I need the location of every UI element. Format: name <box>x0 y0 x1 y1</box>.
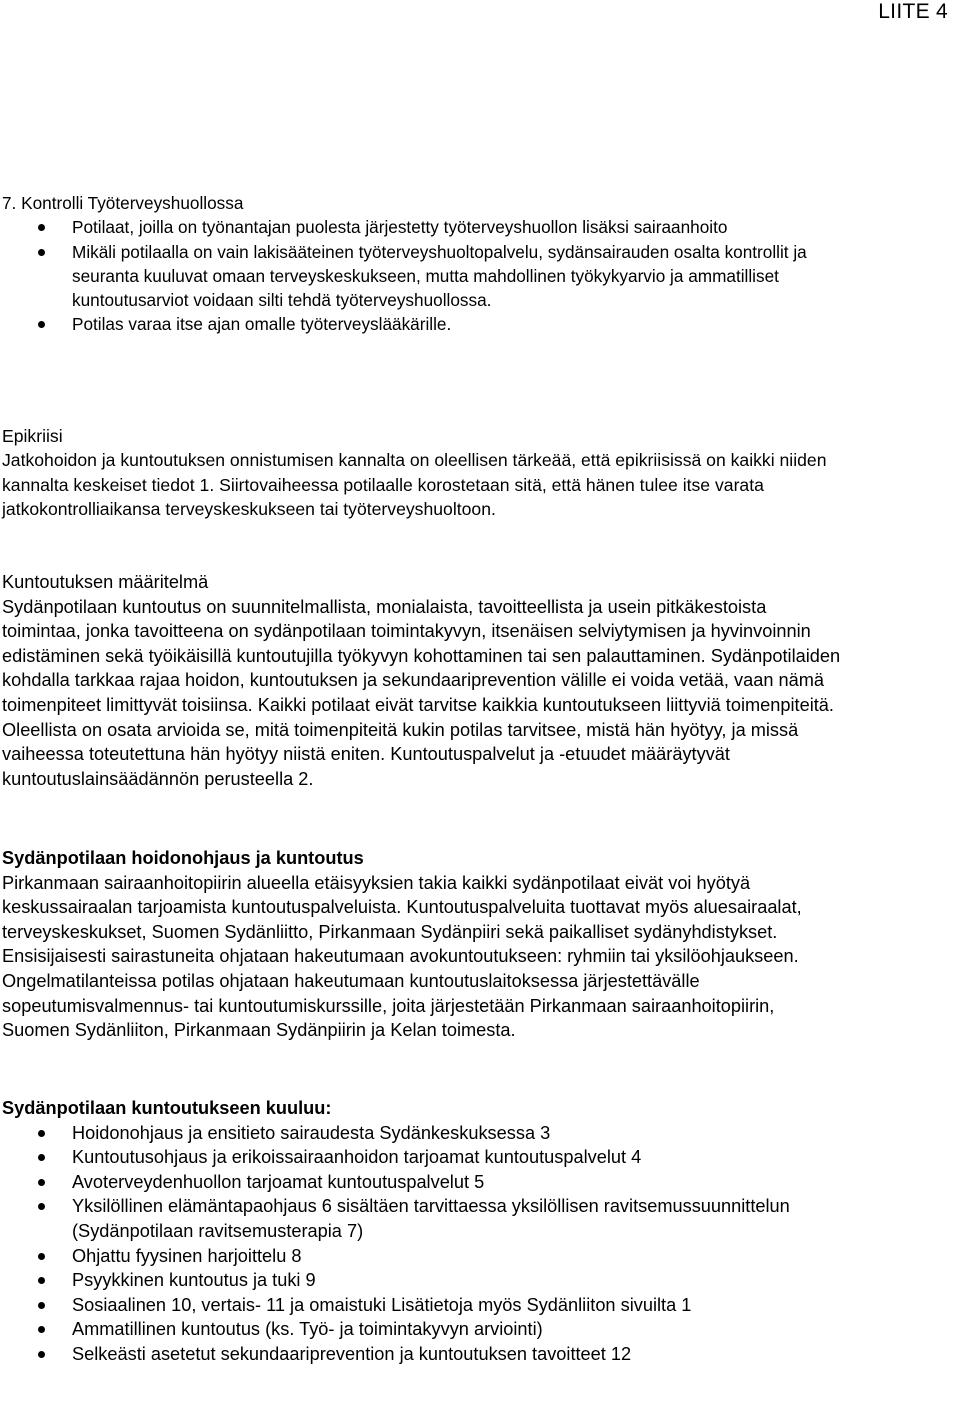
section-title: Kuntoutuksen määritelmä <box>2 572 209 592</box>
appendix-label: LIITE 4 <box>878 0 948 23</box>
list-item: Avoterveydenhuollon tarjoamat kuntoutuspalvelut 5 <box>0 1170 842 1195</box>
section-kuuluu <box>0 1096 960 1367</box>
list-item: Ammatillinen kuntoutus (ks. Työ- ja toimintakyvyn arviointi) <box>0 1317 842 1342</box>
bullet-list <box>0 1121 960 1367</box>
section-maaritelma <box>0 570 960 791</box>
list-item: Kuntoutusohjaus ja erikoissairaanhoidon tarjoamat kuntoutuspalvelut 4 <box>0 1145 842 1170</box>
list-item: Potilas varaa itse ajan omalle työterveyslääkärille. <box>0 312 842 336</box>
section-title: 7. Kontrolli Työterveyshuollossa <box>2 193 244 213</box>
bullet-list <box>0 215 960 336</box>
list-item: Yksilöllinen elämäntapaohjaus 6 sisältäen tarvittaessa yksilöllisen ravitsemussuunnittelun (Sydänpotilaan ravitsemusterapia 7) <box>0 1194 842 1243</box>
list-item: Potilaat, joilla on työnantajan puolesta järjestetty työterveyshuollon lisäksi sairaanhoito <box>0 215 842 239</box>
list-item: Hoidonohjaus ja ensitieto sairaudesta Sydänkeskuksessa 3 <box>0 1121 842 1146</box>
paragraph: Jatkohoidon ja kuntoutuksen onnistumisen kannalta on oleellisen tärkeää, että epikriisissä on kaikki niiden kannalta keskeiset tiedot 1. Siirtovaiheessa potilaalle korostetaan sitä, että hänen tulee itse varata jatkokontrolliaikansa terveyskeskukseen tai työterveyshuoltoon. <box>2 450 827 519</box>
section-kontrolli <box>0 191 960 337</box>
list-item: Psyykkinen kuntoutus ja tuki 9 <box>0 1268 842 1293</box>
list-item: Ohjattu fyysinen harjoittelu 8 <box>0 1244 842 1269</box>
section-heading: Sydänpotilaan hoidonohjaus ja kuntoutus <box>2 848 364 868</box>
paragraph: Sydänpotilaan kuntoutus on suunnitelmallista, monialaista, tavoitteellista ja usein pitkäkestoista toimintaa, jonka tavoitteena on sydänpotilaan toimintakyvyn, itsenäisen selviytymisen ja hyvinvoinnin edistäminen sekä työikäisillä kuntoutujilla työkyvyn kohottaminen tai sen palauttaminen. Sydänpotilaiden kohdalla tarkkaa rajaa hoidon, kuntoutuksen ja sekundaariprevention välille ei voida vetää, vaan nämä toimenpiteet limittyvät toisiinsa. Kaikki potilaat eivät tarvitse kaikkia kuntoutukseen liittyviä toimenpiteitä. Oleellista on osata arvioida se, mitä toimenpiteitä kukin potilas tarvitsee, mistä hän hyötyy, ja missä vaiheessa toteutettuna hän hyötyy niistä eniten. Kuntoutuspalvelut ja -etuudet määräytyvät kuntoutuslainsäädännön perusteella 2. <box>2 596 841 789</box>
section-hoidonohjaus <box>0 846 960 1043</box>
list-item: Sosiaalinen 10, vertais- 11 ja omaistuki Lisätietoja myös Sydänliiton sivuilta 1 <box>0 1293 842 1318</box>
paragraph: Pirkanmaan sairaanhoitopiirin alueella etäisyyksien takia kaikki sydänpotilaat eivät voi hyötyä keskussairaalan tarjoamista kuntoutuspalveluista. Kuntoutuspalveluita tuottavat myös aluesairaalat, terveyskeskukset, Suomen Sydänliitto, Pirkanmaan Sydänpiiri sekä paikalliset sydänyhdistykset. Ensisijaisesti sairastuneita ohjataan hakeutumaan avokuntoutukseen: ryhmiin tai yksilöohjaukseen. Ongelmatilanteissa potilas ohjataan hakeutumaan kuntoutuslaitoksessa järjestettävälle sopeutumisvalmennus- tai kuntoutumiskurssille, joita järjestetään Pirkanmaan sairaanhoitopiirin, Suomen Sydänliiton, Pirkanmaan Sydänpiirin ja Kelan toimesta. <box>2 872 802 1041</box>
list-item: Mikäli potilaalla on vain lakisääteinen työterveyshuoltopalvelu, sydänsairauden osalta kontrollit ja seuranta kuuluvat omaan terveyskeskukseen, mutta mahdollinen työkykyarvio ja ammatilliset kuntoutusarviot voidaan silti tehdä työterveyshuollossa. <box>0 240 842 313</box>
section-heading: Sydänpotilaan kuntoutukseen kuuluu: <box>2 1098 332 1118</box>
section-epikriisi <box>0 424 960 521</box>
section-title: Epikriisi <box>2 426 63 446</box>
list-item: Selkeästi asetetut sekundaariprevention ja kuntoutuksen tavoitteet 12 <box>0 1342 842 1367</box>
